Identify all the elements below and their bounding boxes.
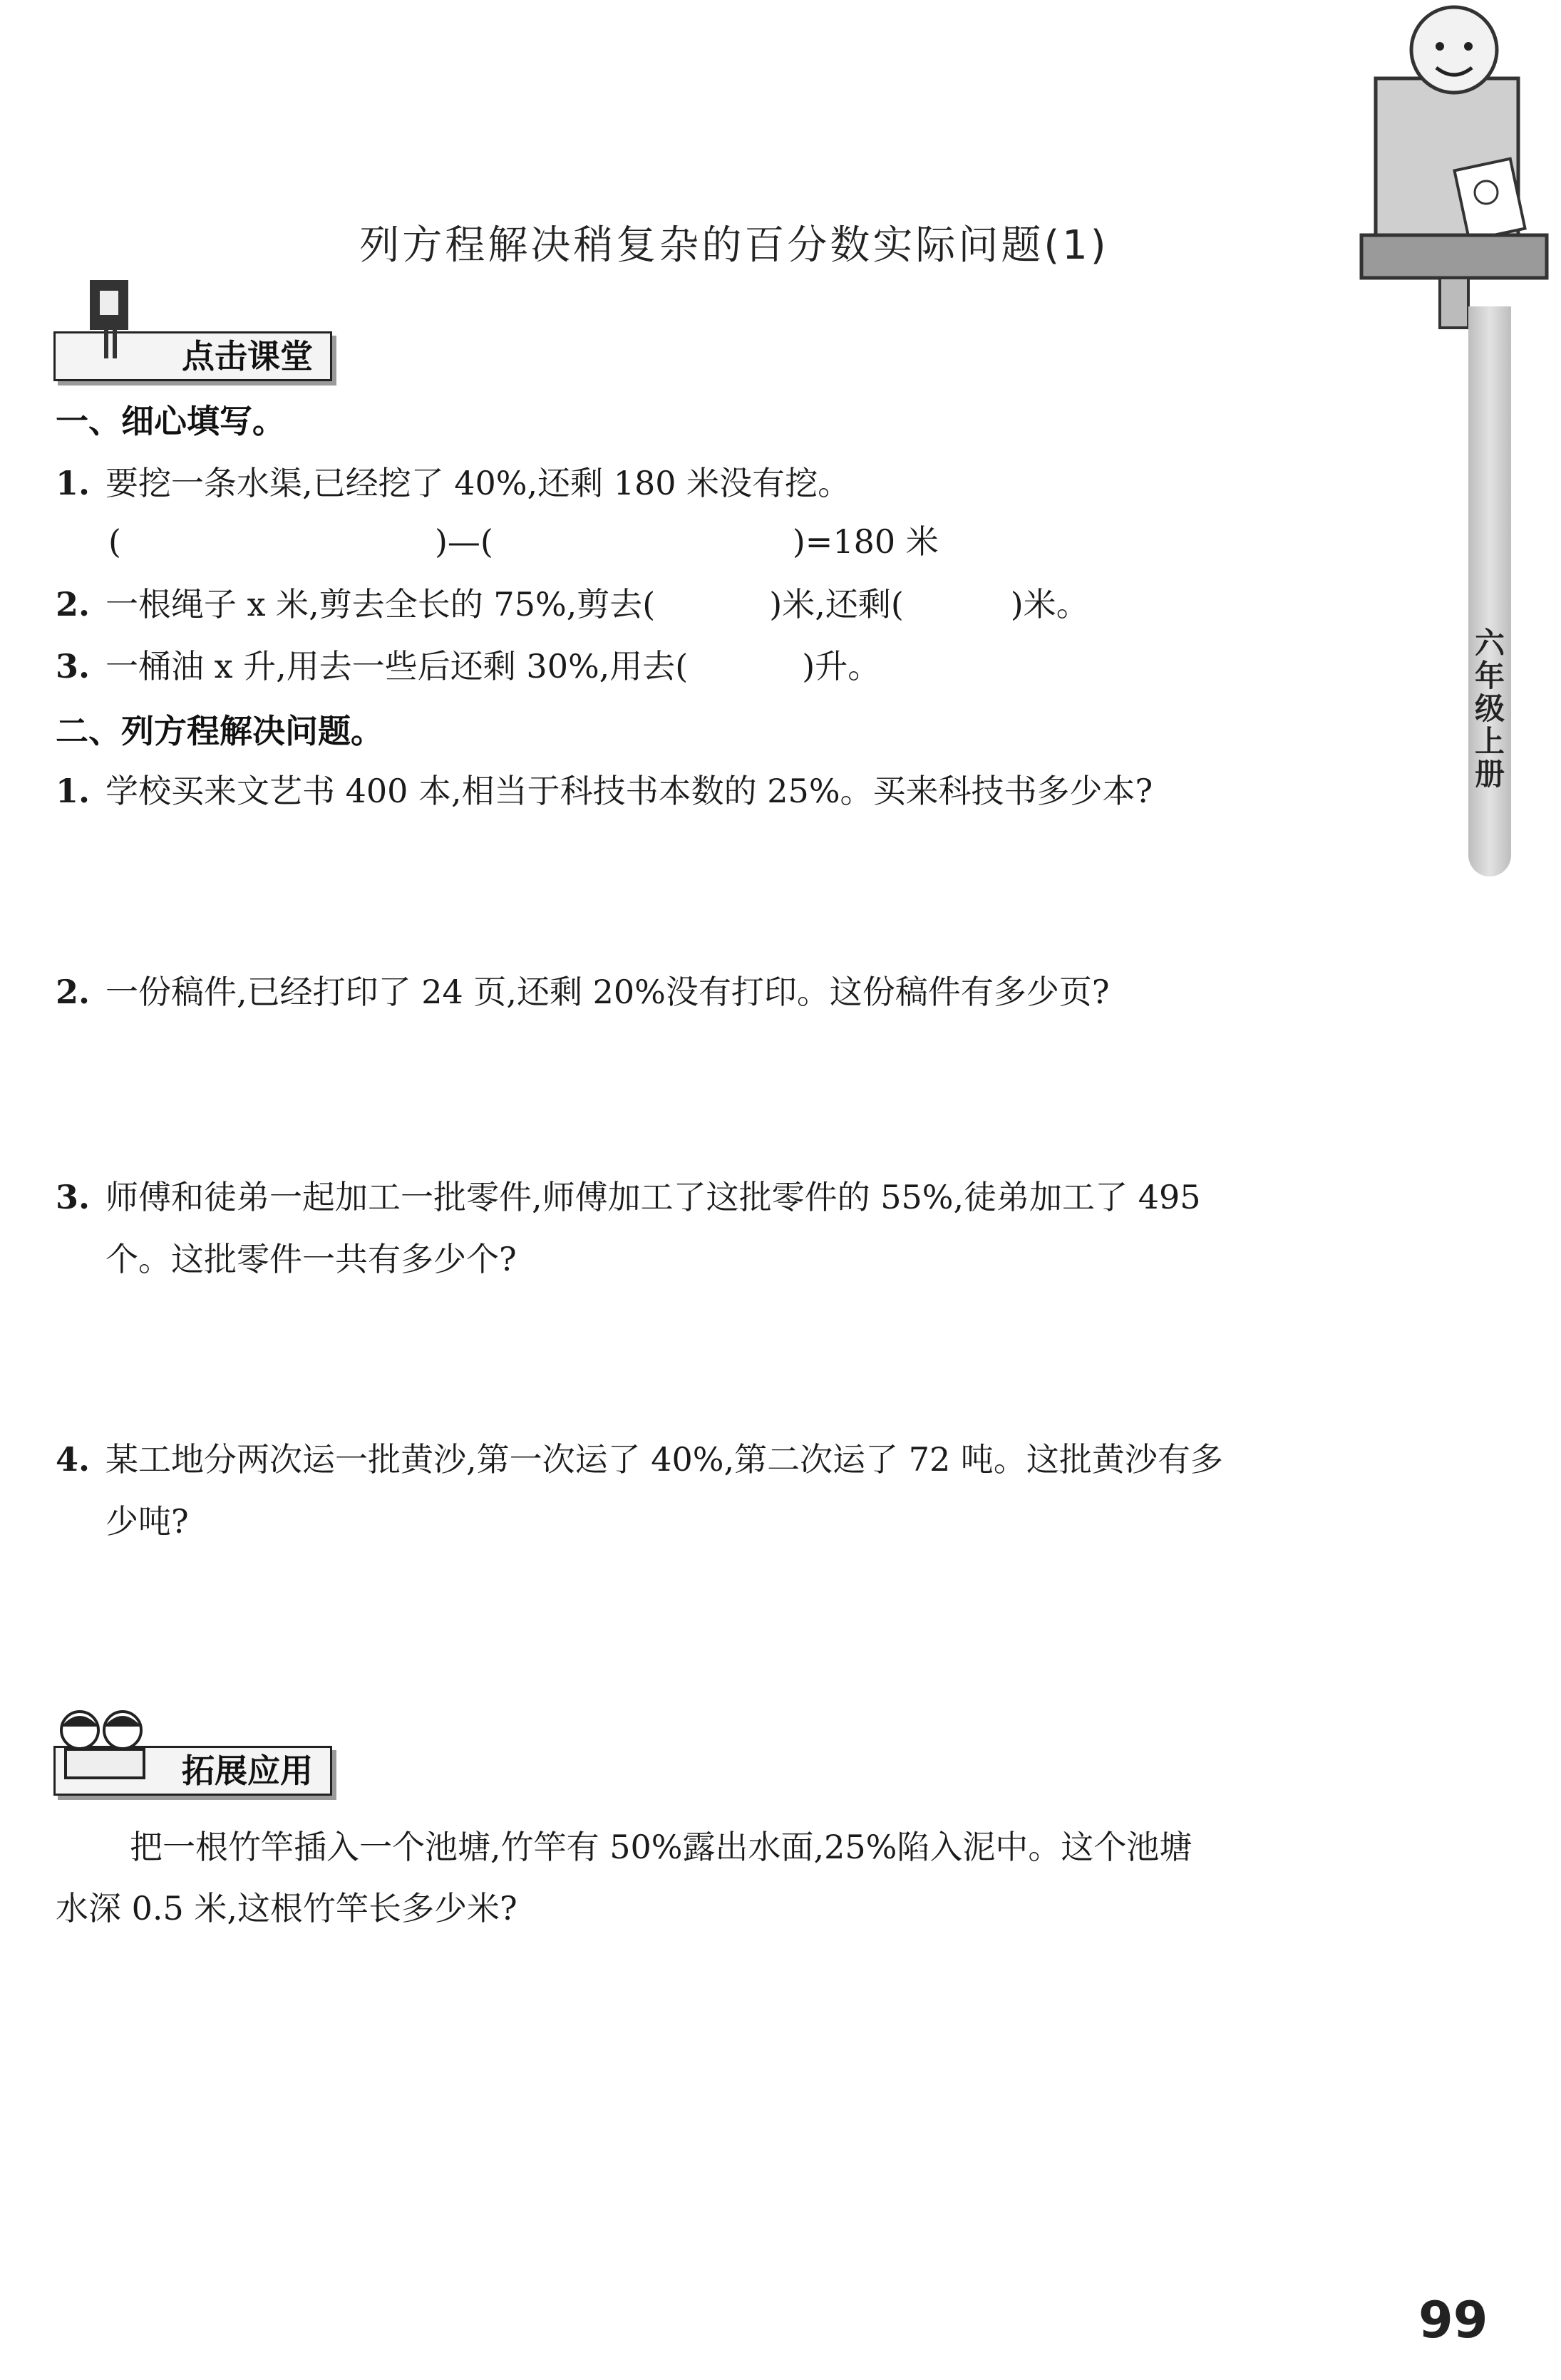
question-1-1-equation: ( )—( )=180 米: [108, 522, 939, 561]
question-2-3: 3. 师傅和徒弟一起加工一批零件,师傅加工了这批零件的 55%,徒弟加工了 495: [56, 1178, 1201, 1216]
question-1-2: 2. 一根绳子 x 米,剪去全长的 75%,剪去( )米,还剩( )米。: [56, 585, 1089, 624]
kids-reading-icon: [51, 1705, 158, 1784]
question-2-4-cont: 少吨?: [105, 1502, 189, 1541]
grade-label: 六 年 级 上 册: [1474, 626, 1505, 792]
cartoon-illustration: [1347, 0, 1561, 342]
question-2-2: 2. 一份稿件,已经打印了 24 页,还剩 20%没有打印。这份稿件有多少页?: [56, 973, 1110, 1011]
part1-heading: 一、细心填写。: [56, 402, 285, 440]
question-2-1: 1. 学校买来文艺书 400 本,相当于科技书本数的 25%。买来科技书多少本?: [56, 772, 1153, 810]
section-tag-extension: 拓展应用: [53, 1746, 332, 1796]
student-icon: [84, 280, 134, 358]
question-1-3: 3. 一桶油 x 升,用去一些后还剩 30%,用去( )升。: [56, 647, 881, 685]
page-title: 列方程解决稍复杂的百分数实际问题(1): [359, 222, 1109, 269]
question-2-4: 4. 某工地分两次运一批黄沙,第一次运了 40%,第二次运了 72 吨。这批黄沙有多: [56, 1440, 1223, 1479]
extension-line-2: 水深 0.5 米,这根竹竿长多少米?: [56, 1889, 517, 1928]
extension-line-1: 把一根竹竿插入一个池塘,竹竿有 50%露出水面,25%陷入泥中。这个池塘: [130, 1828, 1192, 1866]
question-1-1: 1. 要挖一条水渠,已经挖了 40%,还剩 180 米没有挖。: [56, 464, 851, 502]
question-2-3-cont: 个。这批零件一共有多少个?: [105, 1240, 517, 1278]
page-number: 99: [1418, 2291, 1488, 2349]
section-tag-classroom: 点击课堂: [53, 331, 332, 381]
part2-heading: 二、列方程解决问题。: [56, 712, 383, 750]
